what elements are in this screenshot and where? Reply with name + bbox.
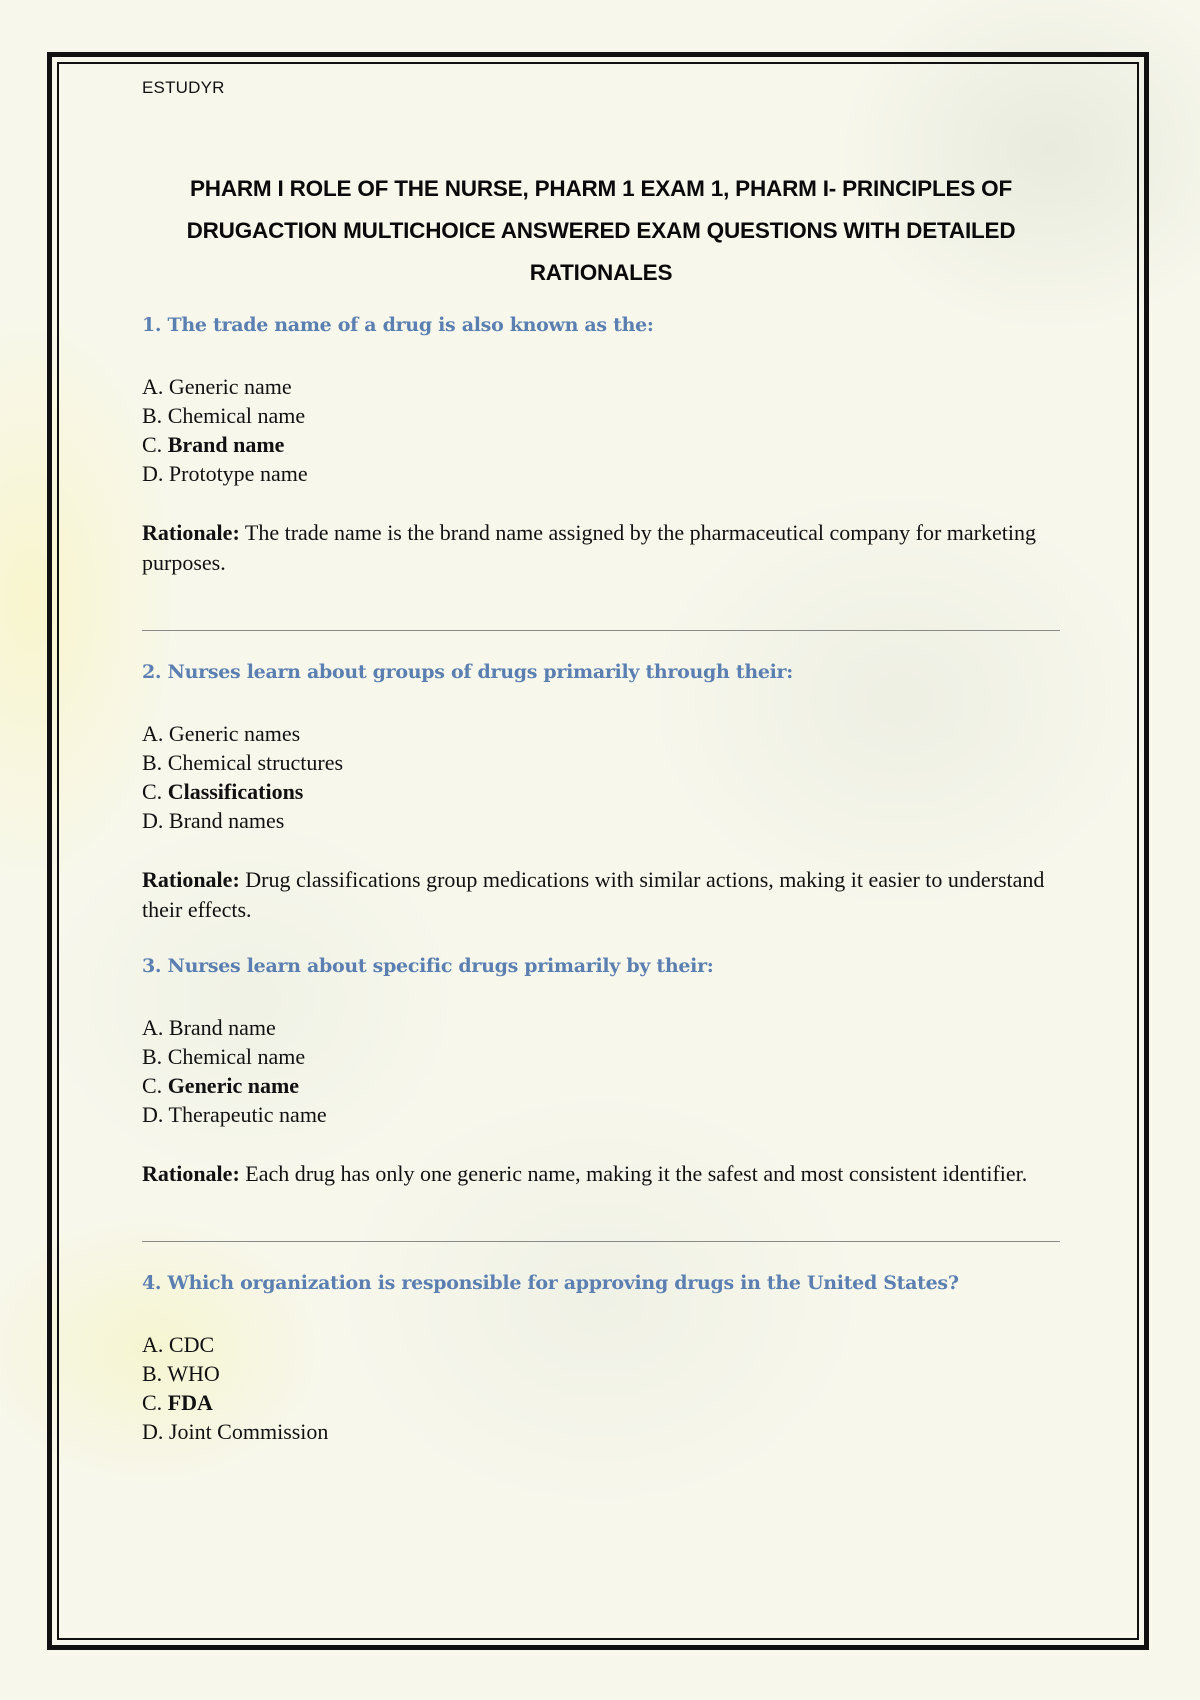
question-3 (142, 953, 1060, 1189)
option-d (142, 1417, 1060, 1446)
answer-options (142, 1330, 1060, 1446)
question-1 (142, 312, 1060, 578)
rationale-text: The trade name is the brand name assigned by the pharmaceutical company for marketing purposes. (142, 520, 1036, 575)
answer-options (142, 719, 1060, 835)
option-c-correct (142, 430, 1060, 459)
option-text: WHO (167, 1361, 220, 1386)
section-divider (142, 630, 1060, 631)
rationale (142, 518, 1060, 578)
option-text: Brand name (168, 1015, 276, 1040)
option-a (142, 1013, 1060, 1042)
option-text: Brand names (168, 808, 285, 833)
option-b (142, 1359, 1060, 1388)
rationale-text: Drug classifications group medications with similar actions, making it easier to understand their effects. (142, 867, 1045, 922)
question-text: 1. The trade name of a drug is also known as the: (142, 314, 654, 336)
option-letter: C. (142, 1073, 168, 1098)
question-4 (142, 1270, 1060, 1446)
option-text: Chemical name (167, 403, 306, 428)
brand-label: ESTUDYR (142, 78, 225, 97)
option-letter: C. (142, 779, 168, 804)
document-content (142, 78, 1060, 1446)
option-a (142, 1330, 1060, 1359)
option-d (142, 1100, 1060, 1129)
option-letter: A. (142, 1015, 169, 1040)
rationale-label: Rationale: (142, 520, 240, 545)
option-letter: A. (142, 721, 169, 746)
rationale-label: Rationale: (142, 867, 240, 892)
rationale (142, 1159, 1060, 1189)
section-divider (142, 1241, 1060, 1242)
option-a (142, 372, 1060, 401)
rationale-text: Each drug has only one generic name, making it the safest and most consistent identifier. (245, 1161, 1028, 1186)
option-b (142, 401, 1060, 430)
rationale-label: Rationale: (142, 1161, 240, 1186)
option-letter: B. (142, 403, 168, 428)
option-text-correct: Brand name (167, 432, 285, 457)
option-b (142, 1042, 1060, 1071)
option-text: Generic names (168, 721, 301, 746)
title-line-3: RATIONALES (529, 260, 673, 285)
option-text: Joint Commission (168, 1419, 329, 1444)
option-text: Prototype name (168, 461, 308, 486)
option-letter: D. (142, 461, 169, 486)
document-title (142, 168, 1060, 294)
option-text: Chemical name (167, 1044, 306, 1069)
option-letter: B. (142, 750, 168, 775)
option-letter: B. (142, 1361, 168, 1386)
title-line-1: PHARM I ROLE OF THE NURSE, PHARM 1 EXAM 1, PHARM I- PRINCIPLES OF (189, 176, 1013, 201)
option-b (142, 748, 1060, 777)
option-text-correct: Classifications (167, 779, 304, 804)
question-text: 3. Nurses learn about specific drugs primarily by their: (142, 955, 714, 977)
option-letter: B. (142, 1044, 168, 1069)
option-a (142, 719, 1060, 748)
option-letter: C. (142, 432, 168, 457)
option-letter: D. (142, 1419, 169, 1444)
option-d (142, 806, 1060, 835)
option-text-correct: Generic name (167, 1073, 300, 1098)
option-c-correct (142, 1388, 1060, 1417)
option-letter: D. (142, 1102, 169, 1127)
option-letter: A. (142, 374, 169, 399)
option-letter: C. (142, 1390, 168, 1415)
question-text: 4. Which organization is responsible for approving drugs in the United States? (142, 1272, 959, 1294)
question-text: 2. Nurses learn about groups of drugs primarily through their: (142, 661, 793, 683)
option-text: Chemical structures (167, 750, 344, 775)
option-text: Therapeutic name (168, 1102, 327, 1127)
answer-options (142, 372, 1060, 488)
option-letter: D. (142, 808, 169, 833)
answer-options (142, 1013, 1060, 1129)
rationale (142, 865, 1060, 925)
option-text: Generic name (168, 374, 292, 399)
option-c-correct (142, 1071, 1060, 1100)
option-text: CDC (168, 1332, 215, 1357)
question-2 (142, 659, 1060, 925)
option-d (142, 459, 1060, 488)
option-letter: A. (142, 1332, 169, 1357)
option-text-correct: FDA (167, 1390, 213, 1415)
title-line-2: DRUGACTION MULTICHOICE ANSWERED EXAM QUESTIONS WITH DETAILED (186, 218, 1016, 243)
option-c-correct (142, 777, 1060, 806)
